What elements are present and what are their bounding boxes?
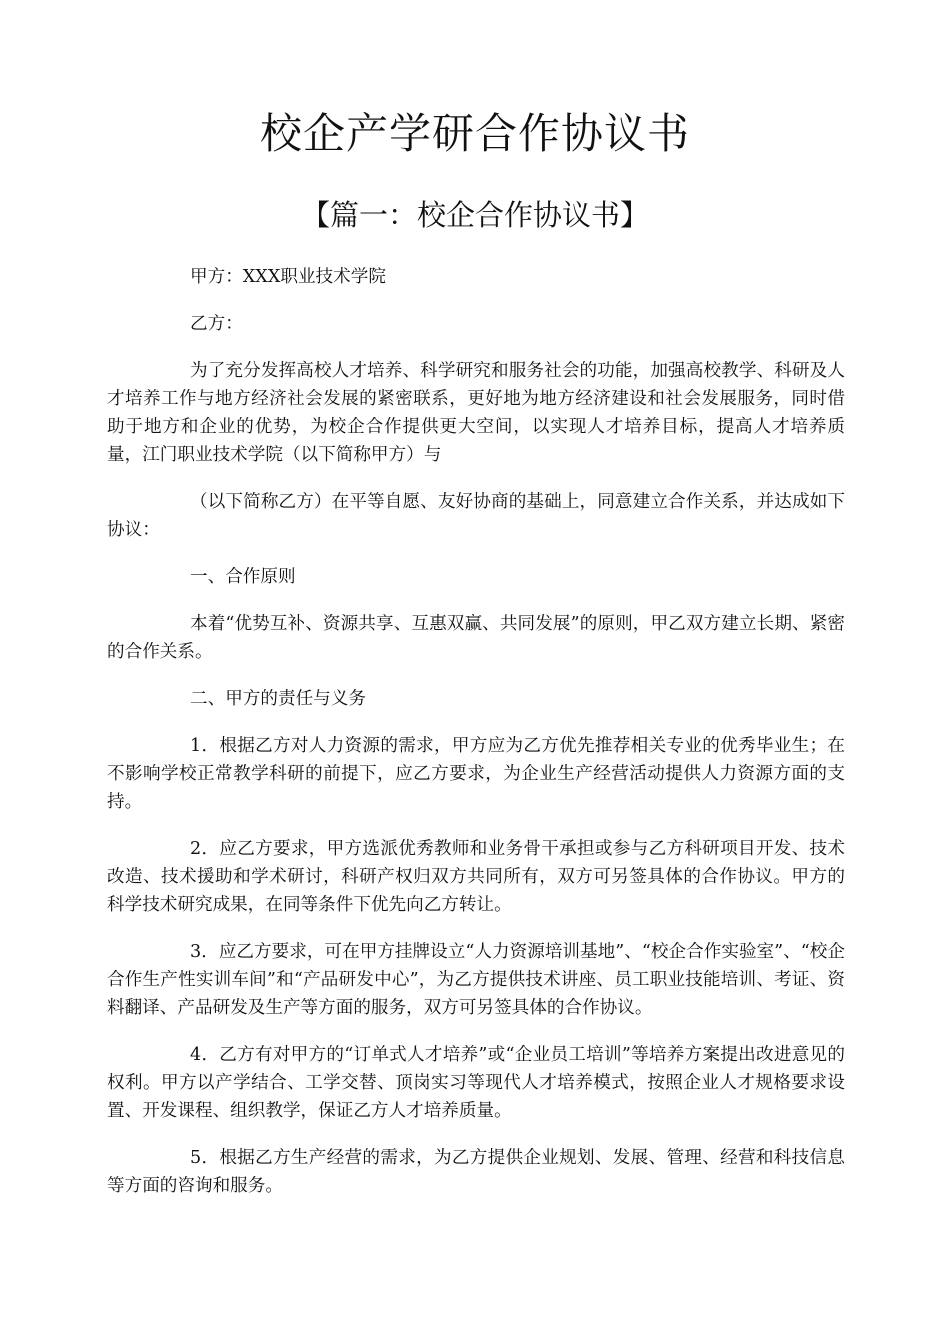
clause-3: 3．应乙方要求，可在甲方挂牌设立“人力资源培训基地”、“校企合作实验室”、“校企合作生产性实训车间”和“产品研发中心”，为乙方提供技术讲座、员工职业技能培训、考证、资料翻译、产品研发及生产等方面的服务，双方可另签具体的合作协议。 bbox=[107, 942, 845, 1018]
preamble-paragraph: 为了充分发挥高校人才培养、科学研究和服务社会的功能，加强高校教学、科研及人才培养工作与地方经济社会发展的紧密联系，更好地为地方经济建设和社会发展服务，同时借助于地方和企业的优势，为校企合作提供更大空间，以实现人才培养目标，提高人才培养质量，江门职业技术学院（以下简称甲方）与 bbox=[107, 361, 845, 465]
section-heading-party-a-duties: 二、甲方的责任与义务 bbox=[190, 689, 366, 709]
party-a-line: 甲方：XXX职业技术学院 bbox=[190, 267, 386, 287]
principles-paragraph: 本着“优势互补、资源共享、互惠双赢、共同发展”的原则，甲乙双方建立长期、紧密的合作关系。 bbox=[107, 614, 845, 662]
clause-1: 1．根据乙方对人力资源的需求，甲方应为乙方优先推荐相关专业的优秀毕业生；在不影响学校正常教学科研的前提下，应乙方要求，为企业生产经营活动提供人力资源方面的支持。 bbox=[107, 736, 845, 812]
clause-4: 4．乙方有对甲方的“订单式人才培养”或“企业员工培训”等培养方案提出改进意见的权利。甲方以产学结合、工学交替、顶岗实习等现代人才培养模式，按照企业人才规格要求设置、开发课程、组织教学，保证乙方人才培养质量。 bbox=[107, 1045, 845, 1121]
document-body bbox=[107, 263, 845, 1219]
agreement-intro-paragraph: （以下简称乙方）在平等自愿、友好协商的基础上，同意建立合作关系，并达成如下协议： bbox=[107, 492, 845, 540]
document-title: 校企产学研合作协议书 bbox=[259, 109, 690, 158]
clause-5: 5．根据乙方生产经营的需求，为乙方提供企业规划、发展、管理、经营和科技信息等方面的咨询和服务。 bbox=[107, 1148, 845, 1196]
section-heading-principles: 一、合作原则 bbox=[190, 567, 296, 587]
document-subtitle: 【篇一：校企合作协议书】 bbox=[300, 198, 649, 232]
party-b-line: 乙方： bbox=[190, 314, 243, 334]
clause-2: 2．应乙方要求，甲方选派优秀教师和业务骨干承担或参与乙方科研项目开发、技术改造、技术援助和学术研讨，科研产权归双方共同所有，双方可另签具体的合作协议。甲方的科学技术研究成果，在同等条件下优先向乙方转让。 bbox=[107, 839, 845, 915]
